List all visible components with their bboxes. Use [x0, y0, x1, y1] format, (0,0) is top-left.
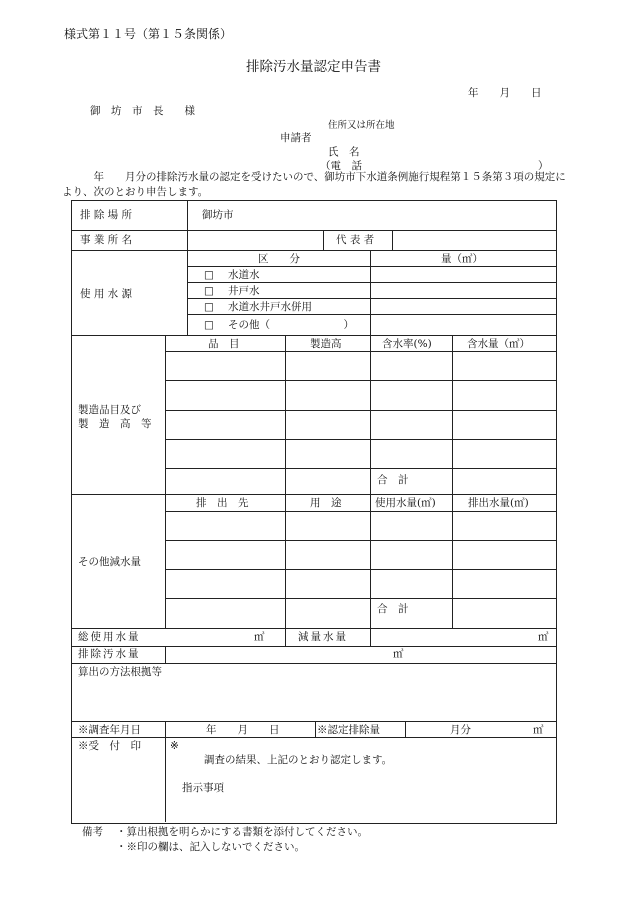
page-title: 排除汚水量認定申告書 [246, 59, 381, 75]
other-col-usage: 用 途 [310, 497, 342, 509]
stamp-label: ※受 付 印 [78, 740, 141, 752]
discharge-place-value[interactable]: 御坊市 [202, 209, 234, 221]
address-label: 住所又は所在地 [328, 120, 395, 131]
instructions-label: 指示事項 [182, 782, 224, 794]
checkbox-combined-water[interactable]: □ [204, 301, 214, 313]
discharge-amount-unit: ㎥ [393, 648, 404, 660]
applicant-label: 申請者 [280, 132, 312, 144]
certified-amount-month: 月分 [450, 724, 471, 736]
reduction-label: 減量水量 [298, 631, 348, 643]
products-total-label: 合 計 [377, 474, 409, 486]
other-col-discharged-water: 排出水量(㎥) [468, 497, 529, 509]
addressee: 御 坊 市 長 様 [90, 105, 195, 117]
products-col-output: 製造高 [310, 338, 342, 350]
other-col-destination: 排 出 先 [196, 497, 249, 509]
tap-water-label: 水道水 [228, 269, 260, 281]
application-table [71, 200, 557, 824]
total-usage-label: 総使用水量 [78, 631, 141, 643]
other-reduction-label: その他減水量 [78, 556, 141, 568]
checkbox-well-water[interactable]: □ [204, 285, 214, 297]
form-number: 様式第１１号（第１５条関係） [64, 27, 233, 41]
phone-label: （電 話 [320, 160, 362, 172]
business-name-label: 事 業 所 名 [80, 234, 133, 246]
name-label: 氏 名 [328, 146, 360, 158]
intro-text: 年 月分の排除汚水量の認定を受けたいので、御坊市下水道条例施行規程第１５条第３項の規定により、次のとおり申告します。 [62, 171, 566, 198]
products-col-water-amount: 含水量（㎥） [467, 338, 530, 350]
mark-symbol: ※ [170, 740, 179, 752]
checkbox-other-water[interactable]: □ [204, 319, 214, 331]
water-source-col-category: 区 分 [258, 253, 300, 265]
business-name-field[interactable] [190, 234, 320, 248]
notes-label: 備考 [82, 826, 103, 838]
total-usage-unit: ㎥ [254, 631, 265, 643]
combined-water-label: 水道水井戸水併用 [228, 301, 312, 313]
other-water-label: その他（ ） [228, 319, 354, 331]
well-water-label: 井戸水 [228, 285, 260, 297]
discharge-amount-label: 排除汚水量 [78, 648, 141, 660]
date-line[interactable]: 年 月 日 [468, 87, 542, 99]
calc-basis-label: 算出の方法根拠等 [78, 666, 162, 678]
phone-close: ） [538, 160, 549, 172]
survey-date-value: 年 月 日 [206, 724, 280, 736]
note-item: ・算出根拠を明らかにする書類を添付してください。 [116, 826, 368, 838]
certified-amount-unit: ㎥ [533, 724, 544, 736]
survey-date-label: ※調査年月日 [78, 724, 141, 736]
other-col-used-water: 使用水量(㎥) [375, 497, 436, 509]
other-total-label: 合 計 [377, 603, 409, 615]
products-label-2: 製 造 高 等 [78, 418, 152, 430]
products-label-1: 製造品目及び [78, 404, 141, 416]
checkbox-tap-water[interactable]: □ [204, 269, 214, 281]
discharge-place-label: 排 除 場 所 [80, 209, 133, 221]
water-source-label: 使 用 水 源 [80, 288, 133, 300]
certified-amount-label: ※認定排除量 [317, 724, 380, 736]
products-col-item: 品 目 [208, 338, 240, 350]
products-col-water-rate: 含水率(%) [382, 338, 432, 350]
representative-label: 代 表 者 [336, 234, 375, 246]
certify-text: 調査の結果、上記のとおり認定します。 [204, 754, 393, 766]
water-source-col-amount: 量（㎥） [441, 253, 483, 265]
representative-field[interactable] [396, 234, 551, 248]
note-item: ・※印の欄は、記入しないでください。 [116, 841, 305, 853]
reduction-unit: ㎥ [538, 631, 549, 643]
